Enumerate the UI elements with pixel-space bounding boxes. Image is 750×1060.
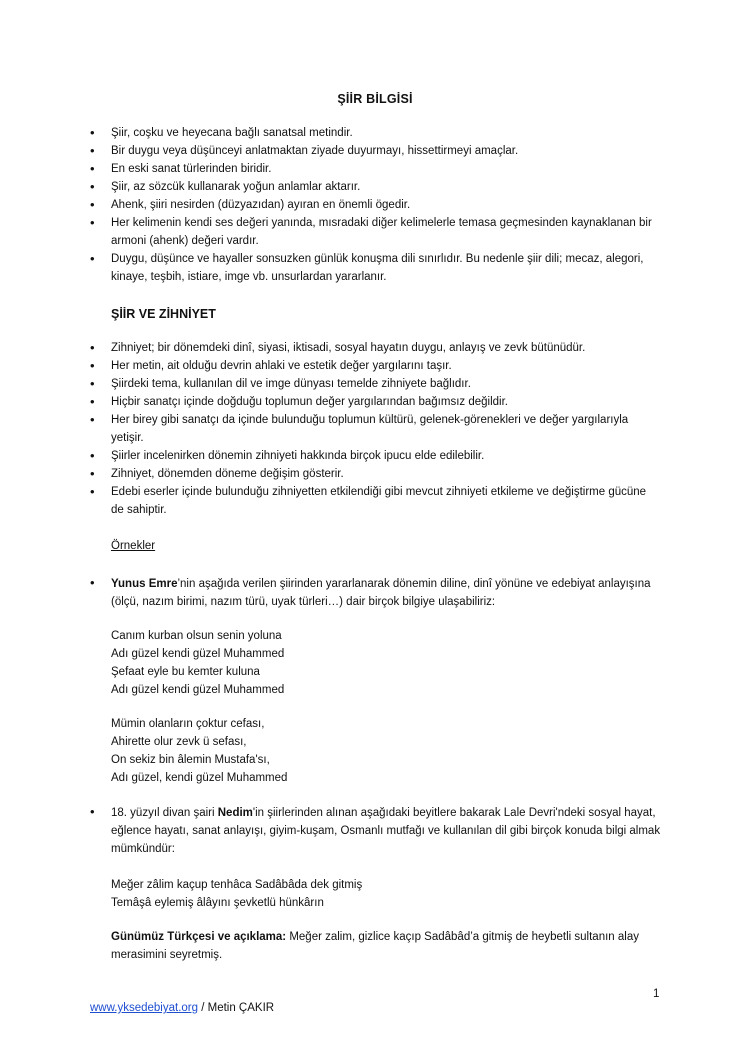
bullet-icon: • — [90, 412, 95, 427]
list-item: • Bir duygu veya düşünceyi anlatmaktan ziyade duyurmayı, hissettirmeyi amaçlar. — [90, 143, 519, 158]
modern-translation: Günümüz Türkçesi ve açıklama: Meğer zalim, gizlice kaçıp Sadâbâd’a gitmiş de heybetli sultanın alay merasimini seyretmiş. — [111, 931, 639, 961]
page-number: 1 — [653, 988, 660, 1000]
website-link[interactable]: www.yksedebiyat.org — [90, 1002, 199, 1014]
list-item: • En eski sanat türlerinden biridir. — [90, 161, 272, 176]
bullet-icon: • — [90, 466, 95, 481]
couplet — [111, 876, 671, 912]
bullet-icon: • — [90, 197, 95, 212]
footer-author: / Metin ÇAKIR — [198, 1002, 275, 1014]
examples-heading: Örnekler — [111, 540, 156, 552]
section2-heading: ŞİİR VE ZİHNİYET — [111, 307, 216, 321]
poem-line: Adı güzel kendi güzel Muhammed — [111, 684, 285, 696]
poem-stanza-2 — [111, 715, 671, 787]
translation-label: Günümüz Türkçesi ve açıklama: — [111, 931, 287, 943]
example2: • 18. yüzyıl divan şairi Nedim'in şiirlerinden alınan aşağıdaki beyitlere bakarak Lale Devri'ndeki sosyal hayat, eğlence hayatı, sanat anlayışı, giyim-kuşam, Osmanlı mutfağı ve kullanılan dil gibi birçok konuda bilgi almak mümkündür: — [90, 804, 661, 855]
bullet-icon: • — [90, 376, 95, 391]
example1: • Yunus Emre’nin aşağıda verilen şiirinden yararlanarak dönemin diline, dinî yönüne ve edebiyat anlayışına (ölçü, nazım birimi, nazım türü, uyak türleri…) dair birçok bilgiye ulaşabiliriz: — [90, 575, 651, 608]
poet-name: Yunus Emre — [111, 578, 178, 590]
list-item: • Her kelimenin kendi ses değeri yanında, mısradaki diğer kelimelerle temasa geçmesinden kaynaklanan bir armoni (ahenk) değeri vardır. — [90, 215, 652, 247]
bullet-icon: • — [90, 215, 95, 230]
poem-line: Adı güzel kendi güzel Muhammed — [111, 648, 285, 660]
bullet-icon: • — [90, 251, 95, 266]
poem-line: On sekiz bin âlemin Mustafa'sı, — [111, 754, 270, 766]
section1-list — [0, 124, 750, 286]
list-item: • Her metin, ait olduğu devrin ahlaki ve estetik değer yargılarını taşır. — [90, 358, 452, 373]
bullet-icon: • — [90, 340, 95, 355]
bullet-icon: • — [90, 179, 95, 194]
list-item: • Şiir, az sözcük kullanarak yoğun anlamlar aktarır. — [90, 179, 361, 194]
list-item: • Şiir, coşku ve heyecana bağlı sanatsal metindir. — [90, 125, 353, 140]
list-item: • Duygu, düşünce ve hayaller sonsuzken günlük konuşma dili sınırlıdır. Bu nedenle şiir dili; mecaz, alegori, kinaye, teşbih, istiare, imge vb. unsurlardan yararlanır. — [90, 251, 644, 283]
list-item: • Şiirdeki tema, kullanılan dil ve imge dünyası temelde zihniyete bağlıdır. — [90, 376, 471, 391]
bullet-icon: • — [90, 358, 95, 373]
poem-line: Ahirette olur zevk ü sefası, — [111, 736, 247, 748]
poet-name: Nedim — [217, 807, 253, 819]
bullet-icon: • — [90, 484, 95, 499]
poem-line: Şefaat eyle bu kemter kuluna — [111, 666, 260, 678]
bullet-icon: • — [90, 448, 95, 463]
list-item: • Ahenk, şiiri nesirden (düzyazıdan) ayıran en önemli ögedir. — [90, 197, 411, 212]
list-item: • Her birey gibi sanatçı da içinde bulunduğu toplumun kültürü, gelenek-görenekleri ve değer yargılarıyla yetişir. — [90, 412, 629, 444]
list-item: • Edebi eserler içinde bulunduğu zihniyetten etkilendiği gibi mevcut zihniyeti etkileme ve değiştirme gücüne de sahiptir. — [90, 484, 647, 516]
list-item: • Zihniyet, dönemden döneme değişim gösterir. — [90, 466, 344, 481]
page-title: ŞİİR BİLGİSİ — [337, 92, 413, 106]
list-item: • Hiçbir sanatçı içinde doğduğu toplumun değer yargılarından bağımsız değildir. — [90, 394, 508, 409]
bullet-icon: • — [90, 125, 95, 140]
bullet-icon: • — [90, 804, 95, 819]
list-item: • Zihniyet; bir dönemdeki dinî, siyasi, iktisadi, sosyal hayatın duygu, anlayış ve zevk bütünüdür. — [90, 340, 586, 355]
poem-line: Temâşâ eylemiş âlâyını şevketlü hünkârın — [111, 897, 324, 909]
poem-line: Canım kurban olsun senin yoluna — [111, 630, 282, 642]
poem-line: Adı güzel, kendi güzel Muhammed — [111, 772, 288, 784]
bullet-icon: • — [90, 143, 95, 158]
poem-stanza-1 — [111, 627, 671, 699]
bullet-icon: • — [90, 394, 95, 409]
footer — [90, 1002, 274, 1014]
bullet-icon: • — [90, 575, 95, 590]
section2-list — [0, 339, 750, 519]
poem-line: Meğer zâlim kaçup tenhâca Sadâbâda dek gitmiş — [111, 879, 363, 891]
poem-line: Mümin olanların çoktur cefası, — [111, 718, 265, 730]
bullet-icon: • — [90, 161, 95, 176]
list-item: • Şiirler incelenirken dönemin zihniyeti hakkında birçok ipucu elde edilebilir. — [90, 448, 485, 463]
